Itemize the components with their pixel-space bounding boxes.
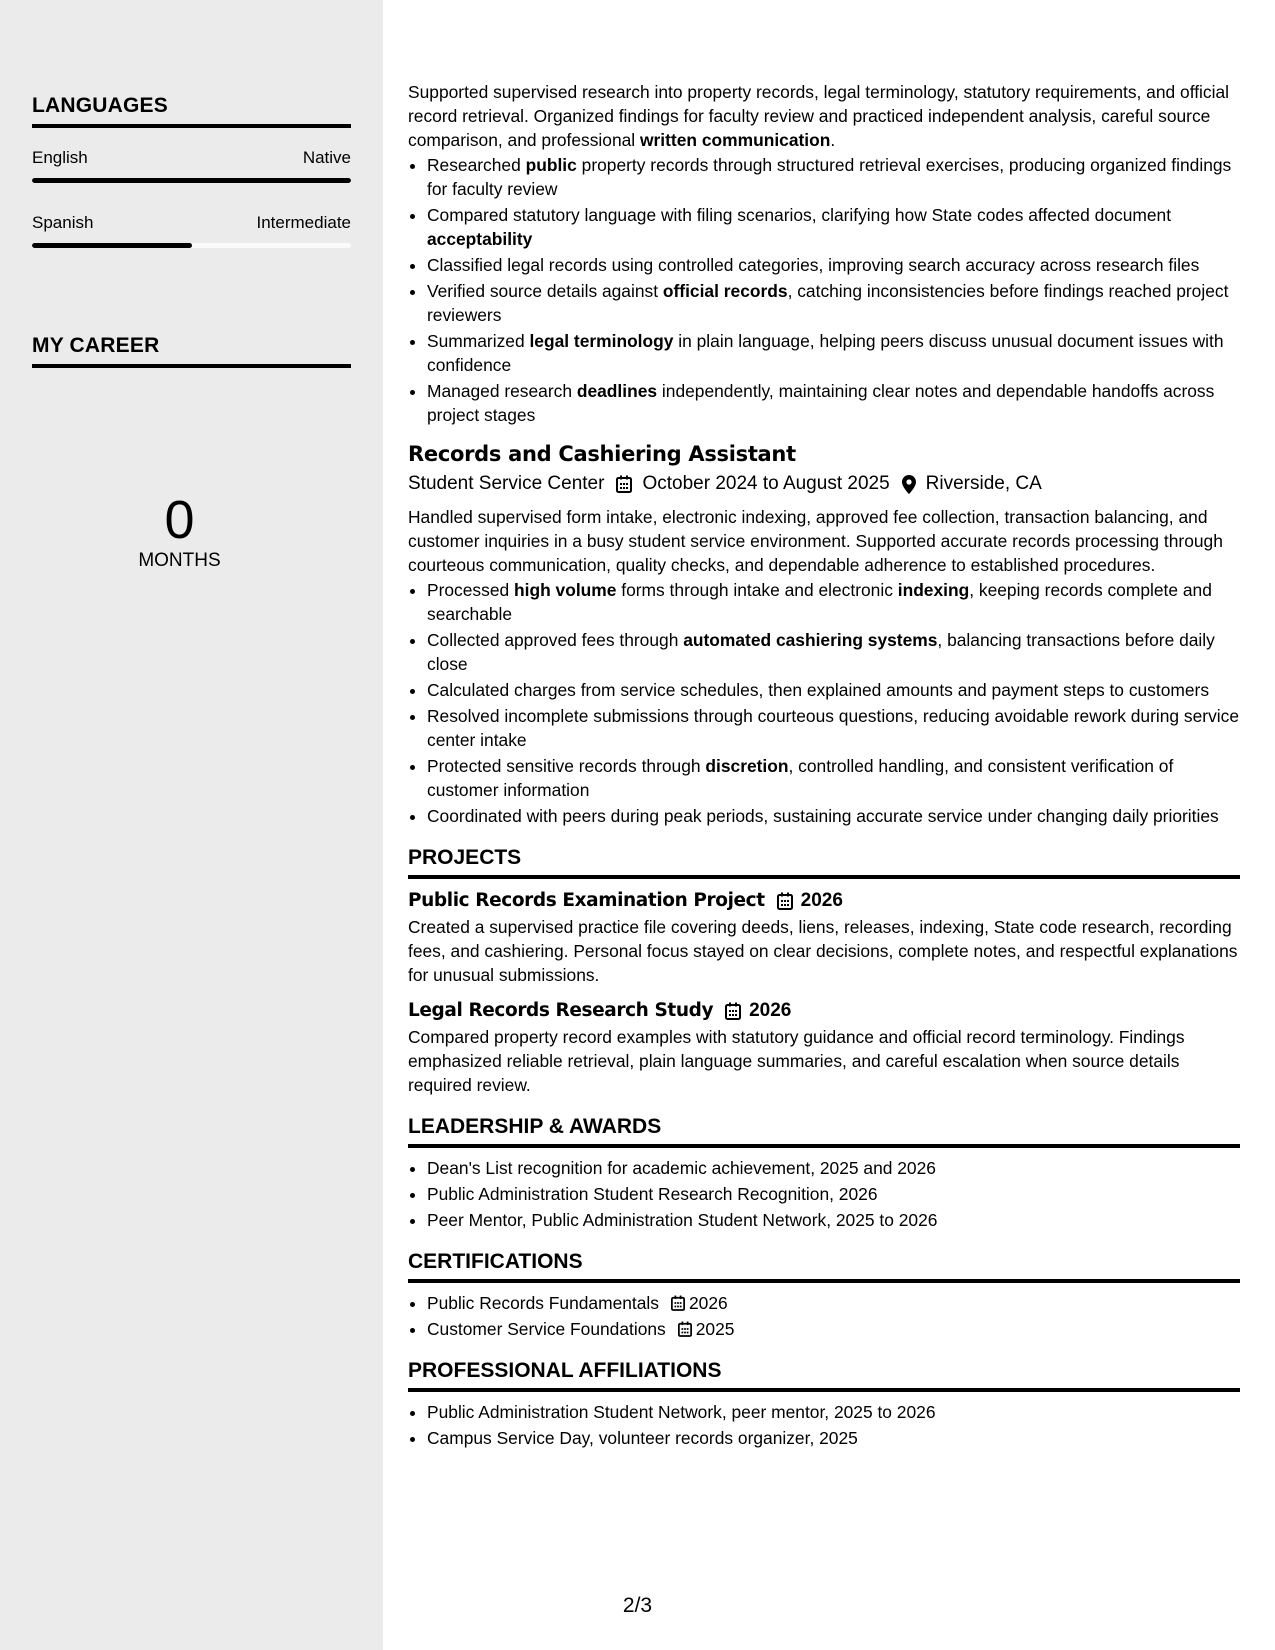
cert-year: 2026: [689, 1293, 728, 1313]
list-item: • Compared statutory language with filing scenarios, clarifying how State codes affected document acceptability: [427, 203, 1240, 251]
list-item: • Verified source details against official records, catching inconsistencies before findings reached project reviewers: [427, 279, 1240, 327]
languages-section: [32, 94, 351, 248]
list-item: • Dean's List recognition for academic achievement, 2025 and 2026: [427, 1156, 1240, 1180]
calendar-icon: [777, 892, 793, 910]
list-item: • Summarized legal terminology in plain language, helping peers discuss unusual document issues with confidence: [427, 329, 1240, 377]
list-item: [427, 1291, 1240, 1315]
list-item: [427, 1317, 1240, 1341]
certifications-list: [408, 1291, 1240, 1341]
list-item: • Peer Mentor, Public Administration Student Network, 2025 to 2026: [427, 1208, 1240, 1232]
sidebar: [0, 0, 383, 1650]
job2-summary: Handled supervised form intake, electronic indexing, approved fee collection, transaction balancing, and customer inquiries in a busy student service environment. Supported accurate records processing through courteous communication, quality checks, and dependable adherence to established procedures.: [408, 507, 1223, 575]
project-item: [408, 997, 1240, 1097]
job1-bullets: [408, 153, 1240, 427]
cert-name: • Customer Service Foundations: [427, 1319, 666, 1339]
calendar-icon: [616, 475, 632, 493]
cert-name: • Public Records Fundamentals: [427, 1293, 659, 1313]
affiliations-list: [408, 1400, 1240, 1450]
leadership-list: [408, 1156, 1240, 1232]
career-section: [32, 334, 351, 368]
language-proficiency-bar: [32, 178, 351, 183]
page-number: 2/3: [622, 1594, 653, 1617]
calendar-icon: [678, 1321, 692, 1337]
job-title: Records and Cashiering Assistant: [408, 442, 796, 466]
project-title: Legal Records Research Study: [408, 1000, 714, 1021]
project-title: Public Records Examination Project: [408, 890, 765, 911]
list-item: • Campus Service Day, volunteer records organizer, 2025: [427, 1426, 1240, 1450]
language-level: Native: [302, 148, 351, 167]
languages-heading: LANGUAGES: [32, 94, 351, 128]
career-months-unit: MONTHS: [138, 550, 221, 571]
language-item: [32, 213, 351, 248]
calendar-icon: [725, 1002, 741, 1020]
cert-year: 2025: [695, 1319, 735, 1339]
leadership-heading: LEADERSHIP & AWARDS: [408, 1113, 1240, 1148]
job-location: Riverside, CA: [925, 473, 1042, 494]
job2-bullets: [408, 578, 1240, 828]
certifications-heading: CERTIFICATIONS: [408, 1248, 1240, 1283]
list-item: • Protected sensitive records through discretion, controlled handling, and consistent verification of customer information: [427, 754, 1240, 802]
list-item: • Managed research deadlines independently, maintaining clear notes and dependable handoffs across project stages: [427, 379, 1240, 427]
affiliations-heading: PROFESSIONAL AFFILIATIONS: [408, 1357, 1240, 1392]
language-proficiency-bar: [32, 243, 351, 248]
job-dates: October 2024 to August 2025: [642, 473, 890, 494]
language-name: English: [32, 148, 88, 167]
list-item: • Classified legal records using controlled categories, improving search accuracy across research files: [427, 253, 1240, 277]
list-item: • Processed high volume forms through intake and electronic indexing, keeping records complete and searchable: [427, 578, 1240, 626]
career-heading: MY CAREER: [32, 334, 351, 368]
list-item: • Coordinated with peers during peak periods, sustaining accurate service under changing daily priorities: [427, 804, 1240, 828]
project-year: 2026: [800, 890, 843, 911]
calendar-icon: [671, 1295, 685, 1311]
language-item: [32, 148, 351, 183]
list-item: • Public Administration Student Network, peer mentor, 2025 to 2026: [427, 1400, 1240, 1424]
list-item: • Resolved incomplete submissions through courteous questions, reducing avoidable rework during service center intake: [427, 704, 1240, 752]
job1-summary: Supported supervised research into property records, legal terminology, statutory requirements, and official record retrieval. Organized findings for faculty review and practiced independent analysis, careful source comparison, and professional written communication.: [408, 82, 1230, 150]
job-meta: [408, 471, 1240, 497]
list-item: • Public Administration Student Research Recognition, 2026: [427, 1182, 1240, 1206]
project-year: 2026: [749, 1000, 792, 1021]
map-pin-icon: [902, 475, 916, 494]
language-level: Intermediate: [256, 213, 351, 232]
language-name: Spanish: [32, 213, 94, 232]
list-item: • Calculated charges from service schedules, then explained amounts and payment steps to customers: [427, 678, 1240, 702]
project-item: [408, 887, 1240, 987]
job-employer: Student Service Center: [408, 473, 605, 494]
projects-heading: PROJECTS: [408, 844, 1240, 879]
list-item: • Collected approved fees through automated cashiering systems, balancing transactions before daily close: [427, 628, 1240, 676]
project-description: Compared property record examples with statutory guidance and official record terminology. Findings emphasized reliable retrieval, plain language summaries, and careful escalation when source details required review.: [408, 1027, 1185, 1095]
career-months-value: 0: [164, 490, 195, 550]
main-content: [408, 80, 1240, 1452]
list-item: • Researched public property records through structured retrieval exercises, producing organized findings for faculty review: [427, 153, 1240, 201]
project-description: Created a supervised practice file covering deeds, liens, releases, indexing, State code research, recording fees, and cashiering. Personal focus stayed on clear decisions, complete notes, and respectful explanations for unusual submissions.: [408, 917, 1238, 985]
